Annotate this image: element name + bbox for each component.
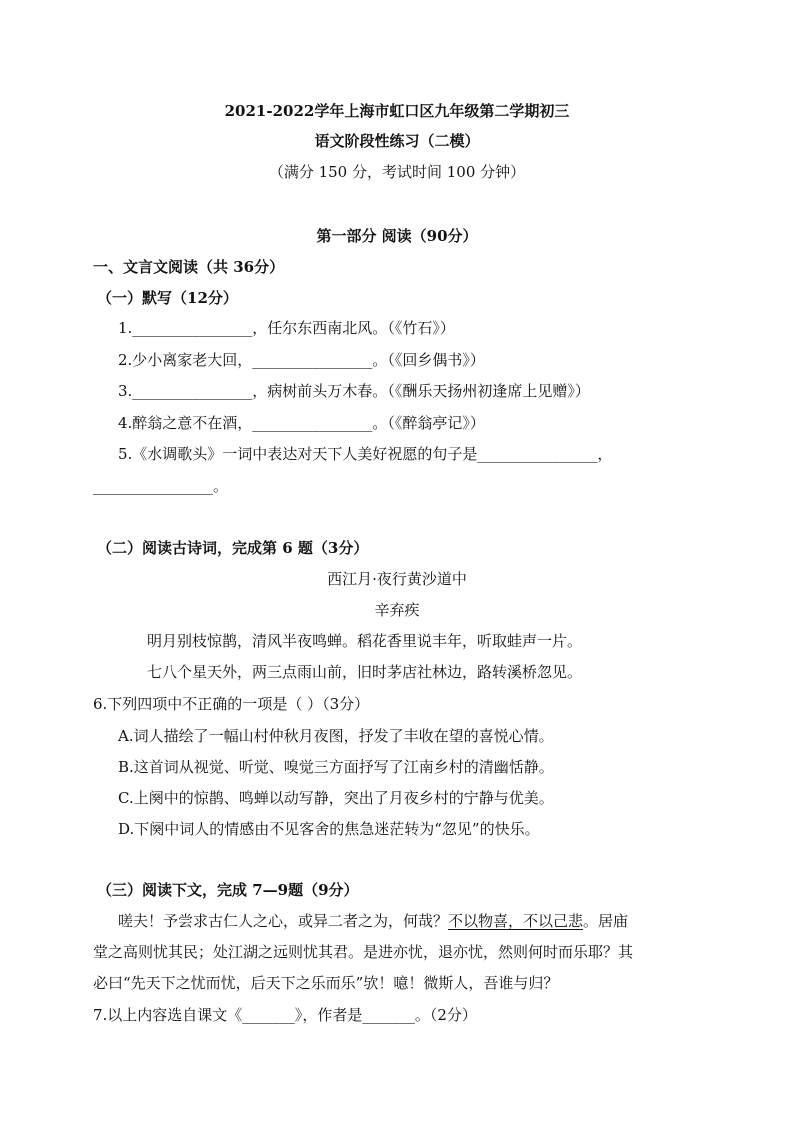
poem-line-2: 七八个星天外，两三点雨山前，旧时茅店社林边，路转溪桥忽见。 [147, 663, 583, 681]
section-heading: 一、文言文阅读（共 36分） [93, 258, 285, 276]
prose-line-2: 堂之高则忧其民；处江湖之远则忧其君。是进亦忧，退亦忧，然则何时而乐耶？其 [93, 943, 634, 961]
poem-author: 辛弃疾 [374, 601, 420, 619]
underlined-sentence: 不以物喜，不以己悲 [448, 912, 584, 930]
option-a: A.词人描绘了一幅山村仲秋月夜图，抒发了丰收在望的喜悦心情。 [118, 727, 554, 745]
subsection-heading-prose: （三）阅读下文，完成 7—9题（9分） [97, 881, 359, 899]
question-3: 3.________________，病树前头万木春。（《酬乐天扬州初逢席上见赠》） [118, 382, 590, 400]
option-c: C.上阕中的惊鹊、鸣蝉以动写静，突出了月夜乡村的宁静与优美。 [118, 789, 554, 807]
option-d: D.下阕中词人的情感由不见客舍的焦急迷茫转为“忽见”的快乐。 [118, 820, 540, 838]
question-1: 1.________________，任尔东西南北风。（《竹石》） [118, 319, 455, 337]
question-2: 2.少小离家老大回，________________。（《回乡偶书》） [118, 351, 485, 369]
poem-title: 西江月·夜行黄沙道中 [327, 570, 467, 588]
exam-title: 2021-2022学年上海市虹口区九年级第二学期初三 [224, 102, 570, 120]
exam-subtitle: 语文阶段性练习（二模） [314, 132, 480, 150]
option-b: B.这首词从视觉、听觉、嗅觉三方面抒写了江南乡村的清幽恬静。 [118, 758, 554, 776]
poem-line-1: 明月别枝惊鹊，清风半夜鸣蝉。稻花香里说丰年，听取蛙声一片。 [147, 632, 583, 650]
question-6: 6.下列四项中不正确的一项是（ ）（3分） [93, 695, 370, 713]
exam-score-info: （满分 150 分，考试时间 100 分钟） [268, 163, 526, 181]
part-heading: 第一部分 阅读（90分） [316, 227, 478, 245]
question-7: 7.以上内容选自课文《_______》，作者是_______。（2分） [93, 1006, 477, 1024]
question-5-line1: 5.《水调歌头》一词中表达对天下人美好祝愿的句子是________________， [118, 445, 613, 463]
question-4: 4.醉翁之意不在酒，________________。（《醉翁亭记》） [118, 414, 485, 432]
subsection-heading-poem: （二）阅读古诗词，完成第 6 题（3分） [97, 539, 369, 557]
prose-line-3: 必曰“先天下之忧而忧，后天下之乐而乐”欤！噫！微斯人，吾谁与归？ [93, 974, 559, 992]
prose-line-1 [118, 911, 628, 931]
question-5-line2: ________________。 [93, 477, 229, 495]
prose-line-1-text-a: 嗟夫！予尝求古仁人之心，或异二者之为，何哉？ [118, 912, 449, 930]
prose-line-1-text-b: 。居庙 [583, 912, 629, 930]
subsection-heading-dictation: （一）默写（12分） [97, 289, 238, 307]
